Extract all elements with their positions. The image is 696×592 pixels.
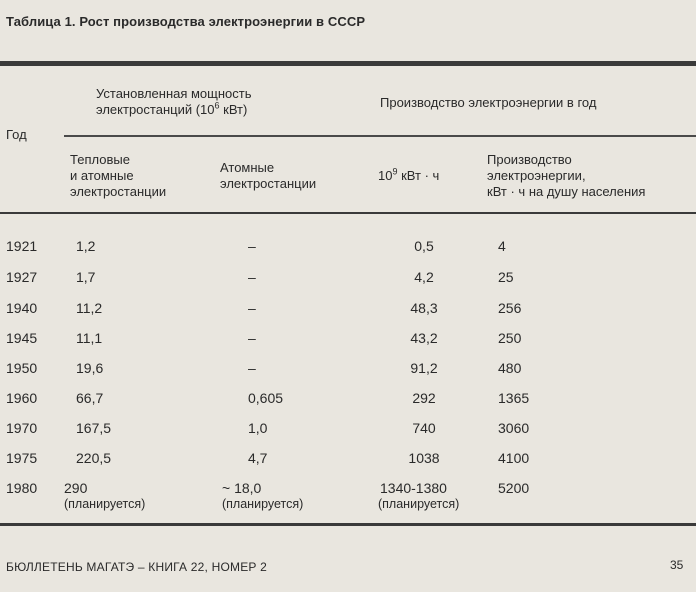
cell-nuclear: 4,7 <box>248 450 268 466</box>
cell-thermal: 66,7 <box>76 390 104 406</box>
cell-per-capita: 5200 <box>498 480 530 496</box>
cell-per-capita: 4 <box>498 238 506 254</box>
cell-kwh: 1340-1380 <box>380 480 447 496</box>
cell-thermal: 19,6 <box>76 360 104 376</box>
cell-per-capita: 25 <box>498 269 514 285</box>
page-number: 35 <box>670 558 684 572</box>
cell-nuclear: 1,0 <box>248 420 268 436</box>
table-row <box>0 450 696 481</box>
cell-thermal: 1,7 <box>76 269 96 285</box>
header-capacity-unit: кВт) <box>219 102 248 117</box>
cell-per-capita: 1365 <box>498 390 530 406</box>
cell-kwh: 740 <box>412 420 436 436</box>
cell-nuclear: – <box>248 238 256 254</box>
table-bottom-rule <box>0 523 696 526</box>
cell-kwh: 43,2 <box>410 330 438 346</box>
header-production-group: Производство электроэнергии в год <box>380 95 597 110</box>
table-row <box>0 330 696 361</box>
table-row <box>0 238 696 269</box>
cell-nuclear-note: (планируется) <box>222 497 304 511</box>
cell-per-capita: 4100 <box>498 450 530 466</box>
cell-thermal: 167,5 <box>76 420 112 436</box>
cell-per-capita: 250 <box>498 330 522 346</box>
header-capacity-text: электростанций (10 <box>96 102 215 117</box>
cell-year: 1927 <box>6 269 38 285</box>
header-thermal: Тепловые и атомные электростанции <box>70 152 167 199</box>
cell-year: 1960 <box>6 390 38 406</box>
cell-kwh: 91,2 <box>410 360 438 376</box>
cell-year: 1945 <box>6 330 38 346</box>
cell-nuclear: – <box>248 269 256 285</box>
cell-year: 1980 <box>6 480 38 496</box>
header-capacity-exponent: 6 <box>214 100 220 111</box>
header-nuclear: Атомные электростанции <box>220 160 317 191</box>
table-top-rule <box>0 61 696 66</box>
cell-per-capita: 3060 <box>498 420 530 436</box>
cell-nuclear: – <box>248 330 256 346</box>
cell-kwh: 1038 <box>408 450 440 466</box>
header-year: Год <box>6 127 27 142</box>
cell-thermal: 1,2 <box>76 238 96 254</box>
cell-kwh: 292 <box>412 390 436 406</box>
cell-year: 1950 <box>6 360 38 376</box>
cell-nuclear: – <box>248 360 256 376</box>
cell-per-capita: 256 <box>498 300 522 316</box>
cell-thermal: 11,2 <box>76 300 103 316</box>
cell-year: 1975 <box>6 450 38 466</box>
header-kwh-unit: кВт · ч <box>397 168 440 183</box>
cell-thermal: 11,1 <box>76 330 103 346</box>
header-capacity-line2 <box>96 102 252 118</box>
cell-thermal: 290 <box>64 480 88 496</box>
cell-nuclear: ~ 18,0 <box>222 480 262 496</box>
cell-nuclear: – <box>248 300 256 316</box>
table-row <box>0 480 696 516</box>
table-title: Таблица 1. Рост производства электроэнергии в СССР <box>6 14 366 29</box>
table-row <box>0 360 696 391</box>
cell-nuclear: 0,605 <box>248 390 284 406</box>
footer-journal: БЮЛЛЕТЕНЬ МАГАТЭ – КНИГА 22, НОМЕР 2 <box>6 560 268 574</box>
header-kwh <box>378 168 439 184</box>
cell-per-capita: 480 <box>498 360 522 376</box>
header-kwh-base: 10 <box>378 168 393 183</box>
cell-kwh: 0,5 <box>414 238 434 254</box>
cell-kwh: 4,2 <box>414 269 434 285</box>
table-row <box>0 300 696 331</box>
header-kwh-exponent: 9 <box>392 166 398 177</box>
cell-kwh-note: (планируется) <box>378 497 460 511</box>
header-bottom-rule <box>0 212 696 214</box>
cell-year: 1940 <box>6 300 38 316</box>
cell-year: 1921 <box>6 238 38 254</box>
header-capacity-line1: Установленная мощность <box>96 86 252 101</box>
table-row <box>0 390 696 421</box>
cell-thermal: 220,5 <box>76 450 112 466</box>
cell-kwh: 48,3 <box>410 300 438 316</box>
cell-thermal-note: (планируется) <box>64 497 146 511</box>
table-row <box>0 420 696 451</box>
header-divider-rule <box>64 135 696 137</box>
table-row <box>0 269 696 300</box>
header-capacity-group <box>96 86 252 118</box>
header-per-capita: Производство электроэнергии, кВт · ч на душу населения <box>487 152 646 199</box>
cell-year: 1970 <box>6 420 38 436</box>
